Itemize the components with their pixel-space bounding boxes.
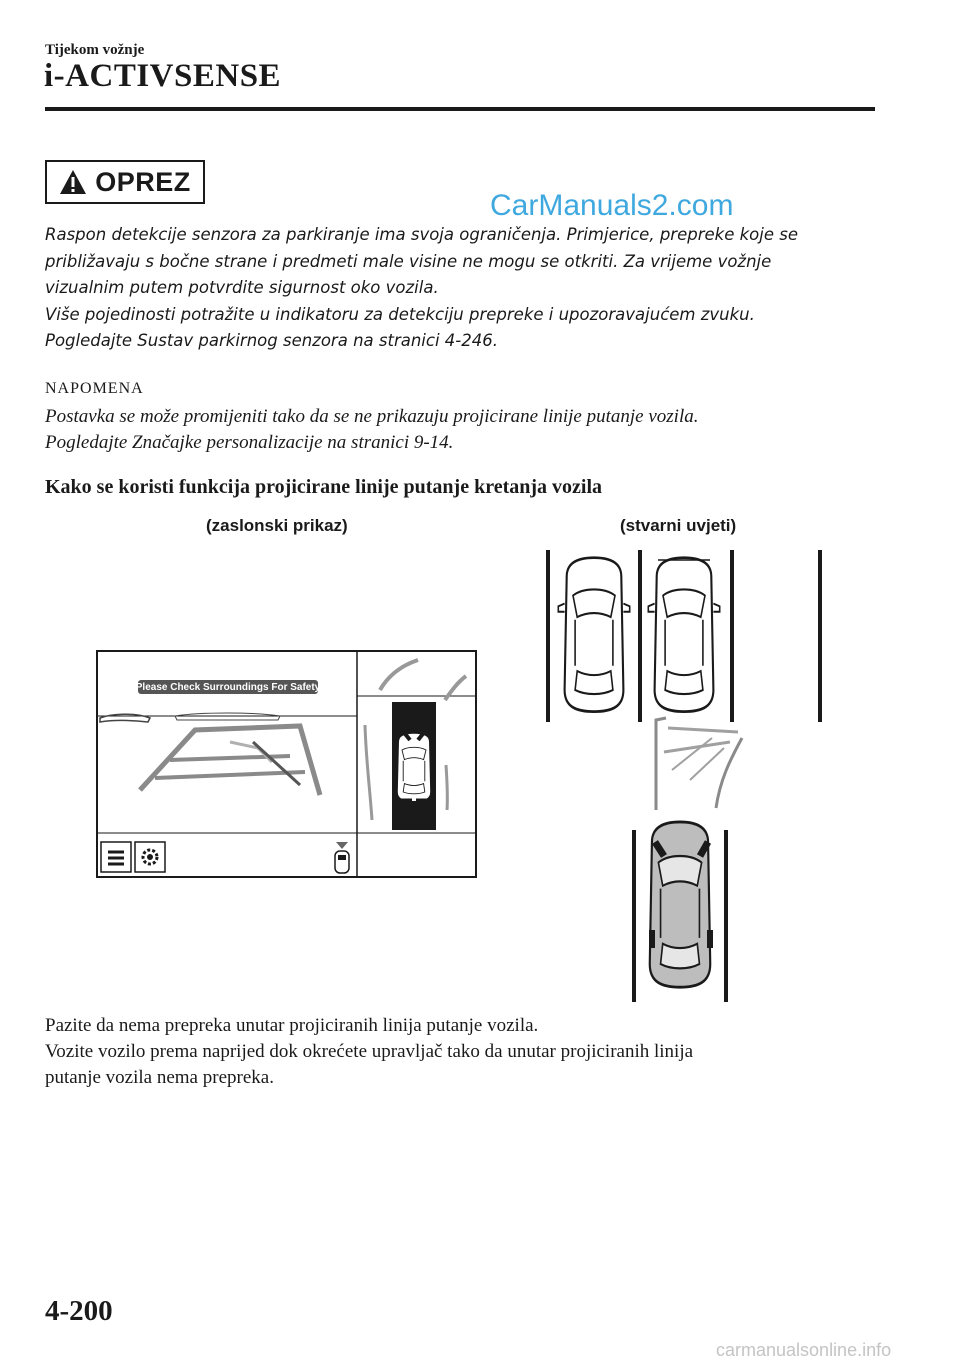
watermark-bottom[interactable]: carmanualsonline.info [716,1340,892,1360]
figure-label-screen: (zaslonski prikaz) [206,516,348,535]
caution-line: Raspon detekcije senzora za parkiranje ima svoja ograničenja. Primjerice, prepreke koje se [45,225,798,244]
caution-line: Pogledajte Sustav parkirnog senzora na stranici 4-246. [45,331,498,350]
warning-triangle-icon [59,169,87,195]
diagram-illustration [0,540,960,1010]
note-line: Postavka se može promijeniti tako da se ne prikazuju projicirane linije putanje vozila. [45,406,699,427]
caution-line: približavaju s bočne strane i predmeti male visine ne mogu se otkriti. Za vrijeme vožnje [45,251,772,271]
note-heading: NAPOMENA [45,380,144,397]
instruction-line: Pazite da nema prepreka unutar projiciranih linija putanje vozila. [45,1015,539,1036]
instruction-line: Vozite vozilo prema naprijed dok okrećete upravljač tako da unutar projiciranih linija [45,1041,694,1062]
note-body [45,404,905,456]
caution-body [45,222,885,355]
instruction-body [45,1013,905,1091]
screen-banner: Please Check Surroundings For Safety [135,681,321,693]
header-divider [45,107,875,111]
caution-line: Više pojedinosti potražite u indikatoru za detekciju prepreke i upozoravajućem zvuku. [45,304,755,324]
page-number: 4-200 [45,1295,113,1327]
diagram-heading: Kako se koristi funkcija projicirane linije putanje kretanja vozila [45,476,603,498]
caution-line: vizualnim putem potvrdite sigurnost oko vozila. [45,278,439,297]
instruction-line: putanje vozila nema prepreka. [45,1067,274,1088]
watermark-top[interactable]: CarManuals2.com [490,189,734,222]
real-conditions [546,550,822,1002]
caution-label: OPREZ [95,166,191,197]
figure-label-real: (stvarni uvjeti) [620,516,737,535]
section-kicker: Tijekom vožnje [45,42,145,58]
section-title: i-ACTIVSENSE [44,58,282,94]
note-line: Pogledajte Značajke personalizacije na stranici 9-14. [45,432,454,453]
caution-badge [45,160,205,204]
